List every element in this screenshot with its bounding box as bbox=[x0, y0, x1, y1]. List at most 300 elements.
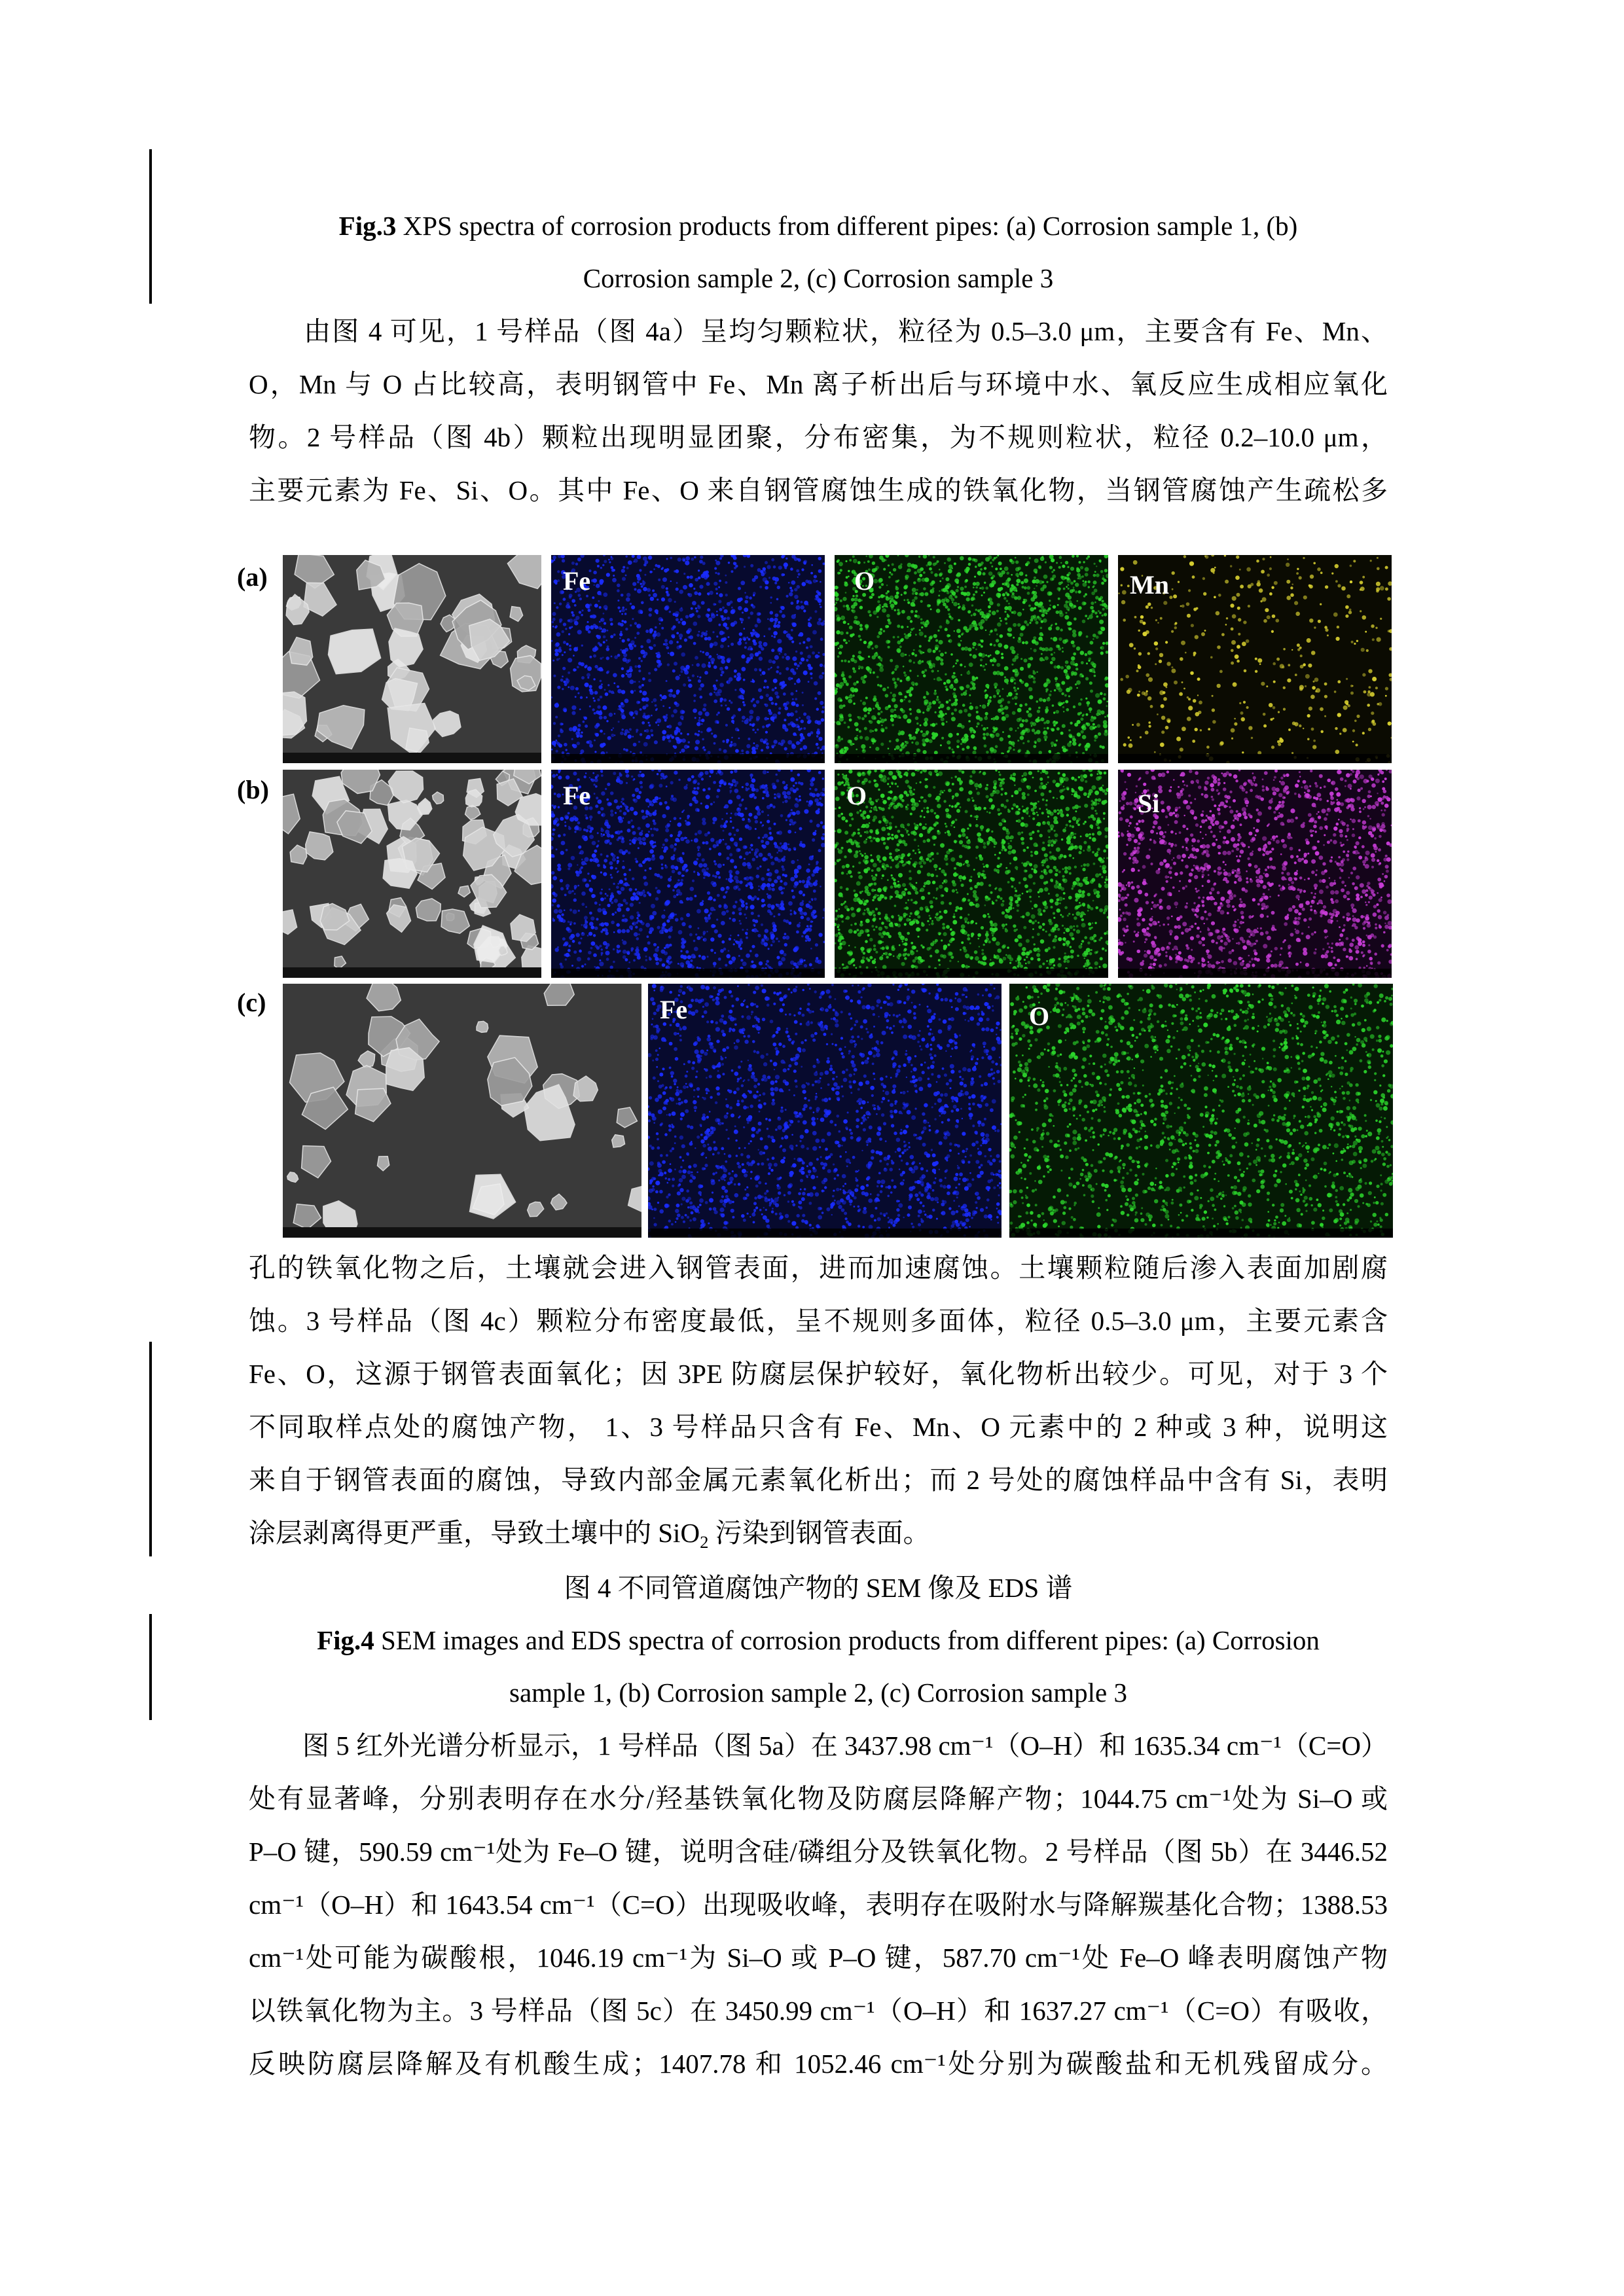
eds-signal-dot bbox=[1015, 573, 1019, 577]
eds-signal-dot bbox=[900, 699, 903, 702]
eds-signal-dot bbox=[617, 871, 619, 873]
eds-signal-dot bbox=[611, 729, 613, 731]
eds-signal-dot bbox=[581, 609, 583, 611]
eds-signal-dot bbox=[811, 898, 814, 901]
eds-signal-dot bbox=[1100, 604, 1102, 606]
eds-signal-dot bbox=[754, 816, 758, 819]
micrograph-texture bbox=[551, 555, 825, 763]
eds-signal-dot bbox=[890, 600, 892, 603]
eds-signal-dot bbox=[776, 904, 778, 906]
eds-signal-dot bbox=[818, 771, 821, 774]
eds-signal-dot bbox=[666, 558, 668, 560]
eds-signal-dot bbox=[778, 913, 780, 916]
eds-signal-dot bbox=[782, 724, 785, 727]
eds-signal-dot bbox=[759, 865, 761, 867]
eds-signal-dot bbox=[806, 659, 808, 662]
eds-signal-dot bbox=[660, 950, 665, 954]
eds-signal-dot bbox=[687, 745, 690, 748]
eds-signal-dot bbox=[680, 837, 684, 841]
eds-signal-dot bbox=[746, 787, 748, 789]
eds-map-a-mn bbox=[1118, 555, 1392, 763]
eds-signal-dot bbox=[730, 860, 732, 862]
eds-signal-dot bbox=[926, 708, 930, 712]
eds-signal-dot bbox=[767, 718, 769, 720]
eds-signal-dot bbox=[813, 579, 817, 583]
eds-signal-dot bbox=[1055, 683, 1059, 687]
eds-signal-dot bbox=[661, 598, 665, 601]
eds-signal-dot bbox=[865, 628, 868, 630]
eds-signal-dot bbox=[715, 561, 720, 565]
eds-signal-dot bbox=[689, 963, 693, 967]
eds-signal-dot bbox=[802, 692, 804, 694]
eds-signal-dot bbox=[563, 622, 566, 626]
eds-signal-dot bbox=[1067, 566, 1069, 568]
eds-signal-dot bbox=[1147, 603, 1151, 606]
eds-signal-dot bbox=[1237, 607, 1240, 610]
eds-signal-dot bbox=[822, 778, 824, 780]
eds-signal-dot bbox=[792, 656, 797, 661]
eds-signal-dot bbox=[568, 633, 570, 635]
eds-signal-dot bbox=[666, 593, 670, 596]
eds-signal-dot bbox=[744, 719, 748, 724]
eds-signal-dot bbox=[1321, 730, 1324, 733]
eds-signal-dot bbox=[557, 914, 562, 919]
eds-signal-dot bbox=[677, 963, 679, 965]
eds-signal-dot bbox=[655, 887, 658, 889]
eds-signal-dot bbox=[735, 870, 739, 874]
eds-signal-dot bbox=[790, 692, 793, 696]
eds-signal-dot bbox=[913, 662, 915, 664]
eds-signal-dot bbox=[1146, 691, 1148, 692]
eds-signal-dot bbox=[1261, 682, 1265, 686]
para1-line2: O，Mn 与 O 占比较高，表明钢管中 Fe、Mn 离子析出后与环境中水、氧反应生成相应氧化 bbox=[249, 369, 1388, 399]
eds-signal-dot bbox=[1246, 639, 1250, 643]
eds-signal-dot bbox=[617, 883, 619, 885]
eds-signal-dot bbox=[907, 626, 909, 628]
eds-signal-dot bbox=[900, 744, 903, 747]
eds-signal-dot bbox=[755, 828, 757, 830]
eds-signal-dot bbox=[662, 567, 664, 569]
eds-signal-dot bbox=[556, 905, 560, 908]
eds-signal-dot bbox=[1105, 683, 1108, 688]
eds-signal-dot bbox=[1020, 633, 1024, 637]
eds-signal-dot bbox=[1022, 609, 1024, 611]
eds-signal-dot bbox=[1239, 569, 1241, 571]
eds-signal-dot bbox=[1094, 666, 1096, 668]
eds-signal-dot bbox=[554, 643, 558, 647]
eds-signal-dot bbox=[674, 745, 677, 749]
eds-signal-dot bbox=[630, 807, 634, 812]
eds-signal-dot bbox=[738, 695, 741, 698]
eds-signal-dot bbox=[838, 736, 840, 738]
eds-signal-dot bbox=[756, 747, 758, 749]
eds-signal-dot bbox=[774, 582, 777, 584]
eds-signal-dot bbox=[1169, 596, 1172, 599]
eds-signal-dot bbox=[968, 670, 969, 672]
eds-signal-dot bbox=[712, 874, 715, 877]
eds-signal-dot bbox=[682, 852, 685, 855]
eds-signal-dot bbox=[765, 731, 768, 734]
eds-signal-dot bbox=[797, 799, 800, 802]
eds-signal-dot bbox=[762, 726, 765, 728]
eds-signal-dot bbox=[1161, 716, 1165, 720]
eds-signal-dot bbox=[664, 639, 668, 642]
eds-signal-dot bbox=[551, 814, 555, 818]
eds-signal-dot bbox=[657, 889, 660, 893]
eds-signal-dot bbox=[718, 852, 721, 855]
eds-signal-dot bbox=[938, 715, 940, 717]
eds-signal-dot bbox=[973, 746, 977, 750]
eds-signal-dot bbox=[1045, 562, 1047, 564]
eds-signal-dot bbox=[753, 965, 757, 968]
eds-signal-dot bbox=[723, 749, 727, 753]
eds-signal-dot bbox=[903, 600, 905, 601]
eds-signal-dot bbox=[1088, 658, 1091, 661]
eds-signal-dot bbox=[1192, 575, 1195, 579]
eds-signal-dot bbox=[1000, 704, 1003, 708]
eds-signal-dot bbox=[599, 606, 602, 609]
eds-signal-dot bbox=[564, 909, 566, 911]
eds-signal-dot bbox=[645, 737, 647, 739]
eds-signal-dot bbox=[693, 940, 696, 942]
eds-signal-dot bbox=[627, 829, 631, 833]
micrograph-texture bbox=[283, 770, 541, 978]
eds-signal-dot bbox=[721, 638, 725, 643]
eds-signal-dot bbox=[649, 785, 654, 789]
eds-signal-dot bbox=[771, 558, 774, 562]
eds-signal-dot bbox=[774, 655, 779, 660]
eds-signal-dot bbox=[689, 575, 693, 579]
eds-signal-dot bbox=[1100, 596, 1103, 600]
eds-signal-dot bbox=[738, 804, 742, 807]
eds-signal-dot bbox=[551, 696, 552, 698]
eds-signal-dot bbox=[768, 872, 772, 876]
eds-signal-dot bbox=[884, 559, 886, 561]
eds-signal-dot bbox=[937, 696, 939, 698]
eds-signal-dot bbox=[766, 725, 769, 728]
eds-signal-dot bbox=[600, 807, 604, 810]
eds-signal-dot bbox=[1057, 604, 1059, 606]
eds-signal-dot bbox=[1054, 689, 1056, 691]
eds-signal-dot bbox=[594, 783, 596, 785]
eds-signal-dot bbox=[668, 653, 670, 655]
eds-signal-dot bbox=[859, 624, 863, 627]
eds-signal-dot bbox=[581, 932, 585, 936]
eds-signal-dot bbox=[1055, 681, 1056, 682]
eds-signal-dot bbox=[838, 648, 839, 649]
eds-signal-dot bbox=[755, 789, 759, 793]
eds-signal-dot bbox=[1234, 723, 1237, 726]
eds-signal-dot bbox=[1188, 706, 1193, 710]
eds-signal-dot bbox=[794, 662, 797, 666]
eds-signal-dot bbox=[674, 702, 677, 705]
eds-signal-dot bbox=[703, 877, 705, 879]
eds-signal-dot bbox=[1005, 622, 1008, 625]
eds-signal-dot bbox=[1238, 633, 1240, 636]
eds-signal-dot bbox=[697, 605, 700, 609]
eds-signal-dot bbox=[909, 670, 911, 672]
eds-signal-dot bbox=[920, 567, 924, 571]
eds-signal-dot bbox=[740, 581, 745, 585]
eds-signal-dot bbox=[600, 922, 604, 926]
eds-signal-dot bbox=[812, 778, 815, 781]
eds-signal-dot bbox=[594, 793, 596, 795]
eds-signal-dot bbox=[648, 594, 651, 597]
eds-signal-dot bbox=[628, 852, 630, 854]
eds-signal-dot bbox=[645, 956, 647, 958]
eds-signal-dot bbox=[946, 721, 948, 723]
eds-signal-dot bbox=[774, 618, 778, 622]
eds-signal-dot bbox=[1015, 557, 1017, 559]
eds-signal-dot bbox=[945, 605, 948, 609]
eds-signal-dot bbox=[1015, 673, 1019, 677]
eds-signal-dot bbox=[702, 869, 706, 873]
eds-signal-dot bbox=[1263, 619, 1267, 623]
eds-signal-dot bbox=[1028, 708, 1032, 711]
eds-signal-dot bbox=[899, 730, 901, 732]
eds-signal-dot bbox=[652, 813, 654, 815]
eds-signal-dot bbox=[1024, 658, 1028, 662]
eds-signal-dot bbox=[624, 613, 627, 615]
eds-signal-dot bbox=[1138, 630, 1140, 632]
eds-signal-dot bbox=[1099, 620, 1104, 624]
eds-signal-dot bbox=[1175, 622, 1178, 624]
eds-signal-dot bbox=[579, 708, 581, 710]
eds-signal-dot bbox=[1088, 586, 1090, 588]
eds-signal-dot bbox=[1172, 571, 1175, 575]
eds-signal-dot bbox=[869, 720, 871, 722]
eds-signal-dot bbox=[869, 729, 873, 732]
eds-signal-dot bbox=[1090, 606, 1094, 610]
eds-signal-dot bbox=[552, 556, 556, 560]
eds-signal-dot bbox=[771, 702, 774, 705]
eds-signal-dot bbox=[753, 928, 757, 933]
eds-signal-dot bbox=[1224, 555, 1226, 557]
eds-signal-dot bbox=[757, 618, 760, 621]
eds-signal-dot bbox=[889, 740, 892, 743]
eds-signal-dot bbox=[662, 715, 666, 719]
eds-signal-dot bbox=[1376, 590, 1379, 593]
eds-signal-dot bbox=[845, 592, 847, 594]
eds-signal-dot bbox=[848, 570, 850, 572]
eds-signal-dot bbox=[578, 732, 579, 733]
eds-signal-dot bbox=[649, 725, 651, 727]
eds-signal-dot bbox=[1202, 577, 1205, 580]
eds-signal-dot bbox=[708, 662, 710, 664]
eds-signal-dot bbox=[981, 653, 985, 658]
eds-signal-dot bbox=[977, 643, 980, 646]
eds-signal-dot bbox=[893, 714, 897, 718]
eds-signal-dot bbox=[598, 908, 602, 912]
eds-signal-dot bbox=[796, 668, 798, 670]
eds-signal-dot bbox=[563, 598, 566, 601]
eds-signal-dot bbox=[978, 611, 980, 613]
eds-signal-dot bbox=[852, 668, 855, 670]
eds-signal-dot bbox=[869, 555, 873, 558]
eds-signal-dot bbox=[651, 834, 654, 837]
eds-signal-dot bbox=[1050, 661, 1053, 664]
eds-signal-dot bbox=[780, 686, 784, 689]
eds-signal-dot bbox=[876, 635, 880, 638]
eds-signal-dot bbox=[820, 581, 821, 583]
eds-signal-dot bbox=[1343, 706, 1348, 710]
eds-signal-dot bbox=[685, 839, 690, 844]
eds-signal-dot bbox=[645, 923, 650, 927]
eds-signal-dot bbox=[552, 612, 556, 616]
eds-signal-dot bbox=[759, 641, 763, 645]
eds-signal-dot bbox=[1180, 657, 1183, 661]
eds-signal-dot bbox=[711, 881, 715, 885]
eds-signal-dot bbox=[999, 617, 1001, 619]
eds-signal-dot bbox=[726, 741, 729, 744]
eds-signal-dot bbox=[621, 668, 624, 670]
eds-signal-dot bbox=[623, 566, 625, 569]
eds-signal-dot bbox=[594, 625, 598, 629]
eds-signal-dot bbox=[649, 895, 651, 897]
eds-signal-dot bbox=[652, 799, 656, 803]
eds-signal-dot bbox=[973, 586, 975, 588]
eds-signal-dot bbox=[1195, 635, 1199, 639]
eds-signal-dot bbox=[1212, 695, 1214, 697]
eds-signal-dot bbox=[689, 583, 693, 588]
eds-signal-dot bbox=[905, 654, 907, 656]
eds-signal-dot bbox=[570, 686, 575, 691]
eds-signal-dot bbox=[705, 652, 709, 656]
eds-signal-dot bbox=[1020, 581, 1024, 584]
eds-signal-dot bbox=[679, 817, 681, 819]
eds-signal-dot bbox=[738, 955, 740, 957]
eds-signal-dot bbox=[583, 716, 585, 718]
eds-signal-dot bbox=[578, 846, 581, 849]
eds-signal-dot bbox=[731, 607, 733, 609]
eds-signal-dot bbox=[1004, 679, 1009, 683]
eds-signal-dot bbox=[660, 694, 662, 697]
eds-signal-dot bbox=[608, 559, 610, 561]
eds-signal-dot bbox=[787, 830, 791, 834]
eds-signal-dot bbox=[997, 555, 999, 556]
eds-signal-dot bbox=[1303, 663, 1306, 666]
eds-signal-dot bbox=[791, 677, 793, 679]
eds-signal-dot bbox=[1082, 735, 1087, 740]
eds-signal-dot bbox=[935, 723, 937, 725]
eds-signal-dot bbox=[1005, 583, 1007, 585]
eds-signal-dot bbox=[954, 579, 959, 583]
eds-signal-dot bbox=[975, 609, 977, 611]
eds-signal-dot bbox=[564, 821, 566, 823]
eds-signal-dot bbox=[820, 606, 821, 608]
eds-signal-dot bbox=[797, 585, 801, 589]
eds-signal-dot bbox=[720, 825, 723, 828]
particle bbox=[510, 607, 523, 622]
eds-signal-dot bbox=[636, 729, 638, 732]
eds-signal-dot bbox=[731, 783, 734, 787]
eds-signal-dot bbox=[1363, 691, 1367, 694]
eds-signal-dot bbox=[1029, 695, 1033, 699]
eds-signal-dot bbox=[761, 810, 764, 813]
eds-signal-dot bbox=[794, 869, 799, 873]
eds-signal-dot bbox=[774, 880, 778, 884]
eds-signal-dot bbox=[853, 559, 857, 564]
eds-signal-dot bbox=[797, 961, 801, 966]
eds-signal-dot bbox=[1062, 647, 1063, 649]
eds-signal-dot bbox=[816, 735, 819, 738]
eds-signal-dot bbox=[984, 582, 986, 584]
eds-signal-dot bbox=[699, 560, 703, 564]
eds-signal-dot bbox=[1335, 564, 1339, 568]
eds-signal-dot bbox=[604, 560, 607, 563]
eds-signal-dot bbox=[634, 588, 637, 591]
eds-signal-dot bbox=[786, 701, 789, 704]
eds-signal-dot bbox=[752, 858, 755, 861]
eds-signal-dot bbox=[605, 819, 608, 823]
eds-signal-dot bbox=[633, 960, 636, 962]
eds-signal-dot bbox=[1074, 723, 1078, 726]
eds-signal-dot bbox=[1144, 692, 1147, 696]
eds-signal-dot bbox=[596, 723, 600, 727]
eds-signal-dot bbox=[594, 751, 596, 753]
eds-signal-dot bbox=[717, 689, 722, 694]
eds-signal-dot bbox=[643, 655, 646, 658]
eds-signal-dot bbox=[594, 927, 598, 930]
eds-signal-dot bbox=[954, 698, 958, 702]
eds-signal-dot bbox=[755, 806, 759, 810]
eds-signal-dot bbox=[1147, 652, 1150, 655]
eds-signal-dot bbox=[962, 632, 964, 634]
eds-signal-dot bbox=[774, 797, 776, 799]
eds-signal-dot bbox=[803, 893, 805, 896]
eds-signal-dot bbox=[1041, 717, 1045, 721]
eds-signal-dot bbox=[880, 728, 884, 732]
eds-signal-dot bbox=[687, 628, 691, 632]
eds-signal-dot bbox=[599, 621, 601, 623]
eds-signal-dot bbox=[1325, 628, 1328, 632]
eds-signal-dot bbox=[1316, 688, 1320, 692]
eds-signal-dot bbox=[715, 572, 717, 574]
eds-signal-dot bbox=[775, 613, 779, 617]
eds-signal-dot bbox=[772, 806, 776, 809]
eds-signal-dot bbox=[856, 681, 859, 683]
eds-signal-dot bbox=[613, 883, 615, 885]
eds-signal-dot bbox=[1053, 605, 1056, 609]
eds-signal-dot bbox=[812, 630, 817, 635]
eds-signal-dot bbox=[804, 601, 808, 605]
eds-signal-dot bbox=[668, 878, 672, 882]
eds-signal-dot bbox=[1334, 691, 1337, 693]
eds-signal-dot bbox=[875, 728, 878, 732]
eds-signal-dot bbox=[755, 634, 760, 638]
eds-signal-dot bbox=[790, 589, 793, 592]
eds-signal-dot bbox=[1036, 671, 1038, 673]
eds-signal-dot bbox=[742, 818, 745, 821]
eds-signal-dot bbox=[554, 745, 556, 747]
eds-signal-dot bbox=[1096, 565, 1097, 567]
eds-signal-dot bbox=[901, 638, 904, 641]
eds-signal-dot bbox=[597, 832, 599, 834]
eds-signal-dot bbox=[610, 866, 613, 869]
eds-signal-dot bbox=[794, 947, 799, 952]
eds-signal-dot bbox=[709, 591, 713, 595]
eds-signal-dot bbox=[573, 922, 576, 925]
eds-signal-dot bbox=[795, 614, 796, 615]
eds-signal-dot bbox=[670, 876, 672, 878]
eds-signal-dot bbox=[788, 582, 790, 584]
eds-signal-dot bbox=[862, 680, 866, 684]
eds-signal-dot bbox=[784, 874, 787, 878]
eds-signal-dot bbox=[1243, 701, 1246, 704]
eds-signal-dot bbox=[1024, 719, 1028, 722]
eds-signal-dot bbox=[551, 785, 553, 789]
eds-signal-dot bbox=[580, 749, 584, 753]
